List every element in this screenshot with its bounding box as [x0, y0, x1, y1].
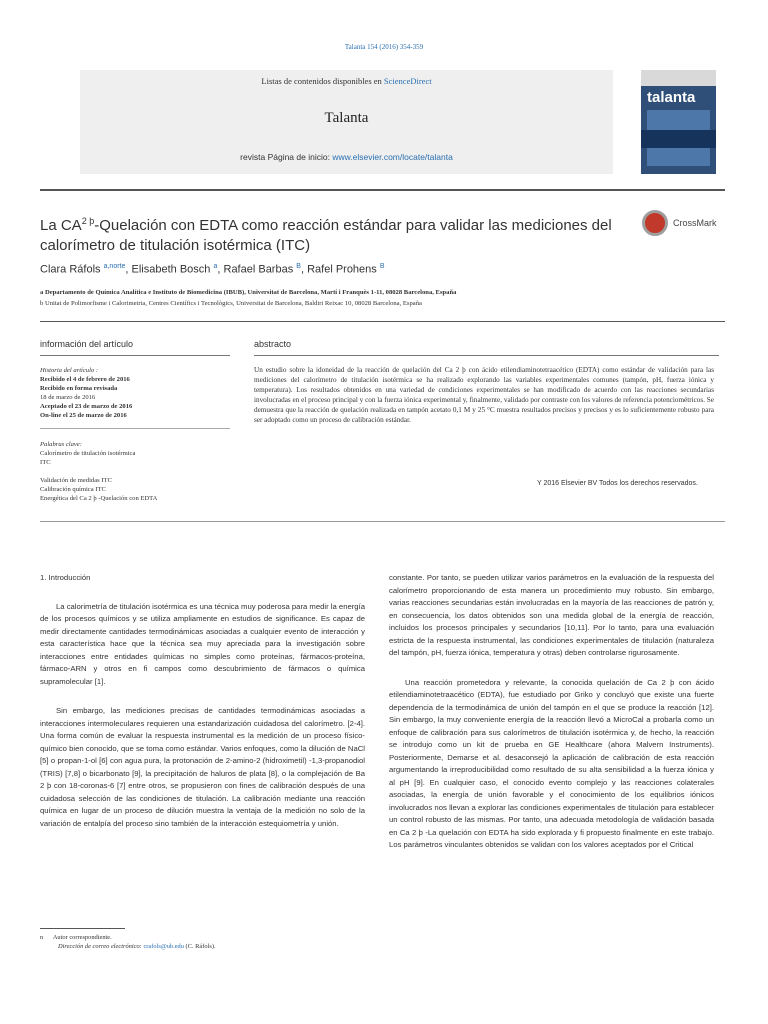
history-revised: Recibido en forma revisada — [40, 385, 118, 392]
masthead-box — [80, 70, 613, 174]
footnote — [40, 933, 370, 951]
intro-paragraph-3: constante. Por tanto, se pueden utilizar varios parámetros en la evaluación de la respuesta del calorímetro proporcionando de esta manera un procedimiento muy robusto. Sin embargo, varias reacciones secundarias están involucradas en la mayoría de las reacciones de patrón y, en consecuencia, los datos obtenidos son una medida global de la energía de reacción, incluidos los procesos principales y secundarios [10,11]. Por lo tanto, para una evaluación estricta de la respuesta instrumental, las condiciones experimentales de titulación (naturaleza del tampón, pH, fuerza iónica, temperatura y otras) deben controlarse rigurosamente. — [389, 573, 714, 657]
journal-cover-image — [641, 70, 716, 174]
contents-line — [80, 76, 613, 86]
keyword[interactable]: Calibración química ITC — [40, 486, 106, 493]
title-part-b: -Quelación con EDTA como reacción estándar para validar las mediciones del calorímetro de titulación isotérmica (ITC) — [40, 217, 612, 254]
affiliation-b: b Unitat de Polimorfisme i Calorimetria, Centres Científics i Tecnològics, Universitat de Barcelona, Baldiri Reixac 10, 08028 Barcelona, España — [40, 300, 422, 307]
email-label: Dirección de correo electrónico: — [58, 943, 142, 950]
email-link[interactable]: crafols@ub.edu — [143, 943, 184, 950]
history-accepted: Aceptado el 23 de marzo de 2016 — [40, 403, 133, 410]
cover-band — [641, 130, 716, 148]
abstract-text: Un estudio sobre la idoneidad de la reacción de quelación del Ca 2 þ con ácido etilendiaminotetraacético (EDTA) como estándar de validación para las mediciones del calorímetro de titulación isotérmica se ha realizado explorando las variables experimentales comunes (tampón, pH, fuerza iónica y temperatura). Los resultados obtenidos en una variedad de condiciones experimentales se han modificado de acuerdo con las reacciones secundarias involucradas en el proceso principal y con la fuerza iónica experimental y, finalmente, validado por contraste con los valores de referencia potenciométricos. Se demuestra que la reacción de quelación realizada en tampón acetato 0,1 M y 25 °C muestra resultados precisos y precisos y es lo suficientemente robusto para ser adoptado como un proceso de calibración estándar. — [254, 366, 714, 424]
keyword[interactable]: Calorímetro de titulación isotérmica — [40, 450, 136, 457]
intro-paragraph-4: Una reacción prometedora y relevante, la conocida quelación de Ca 2 þ con ácido etilendiaminotetraacético (EDTA), fue estudiado por Griko y concluyó que existe una fuerte dependencia de la termodinámica de unión del tampón en el que se produce la reacción [12]. Sin embargo, la muy conveniente energía de la reacción llevó a MicroCal a probarla como un enfoque de calibración para sus calorímetros de titulación isotérmica y, de hecho, la reacción se introdujo como un kit de prueba en GE Healthcare (ahora Malvern Instruments). Posteriormente, Demarse et al. desaconsejó la aplicación de calibración de esta reacción argumentando la irreproducibilidad como resultado de su alta sensibilidad a la fuerza iónica y al pH [9]. En cualquier caso, el conocido evento complejo y las reacciones colaterales asociadas, la energía de unión favorable y el conocimiento de los equilibrios iónicos involucrados nos llevan a explorar las condiciones experimentales de titulación para establecer un control robusto de las mismas. Por tanto, una adecuada metodología de validación basada en Ca 2 þ -La quelación con EDTA ha sido explorada y fi propuesto finalmente en este trabajo. Los parámetros vinculantes obtenidos se validan con los valores aceptados por el Critical — [389, 677, 714, 849]
right-column — [389, 572, 714, 869]
homepage-link[interactable]: www.elsevier.com/locate/talanta — [332, 152, 453, 162]
author-list: Clara Ráfols $^{a,norte}$, Elisabeth Bosch $^a$, Rafael Barbas $^B$, Rafel Prohens $^B$ — [40, 263, 385, 276]
affiliation-a: a Departamento de Química Analítica e Instituto de Biomedicina (IBUB), Universitat de Barcelona, Martí i Franquès 1-11, 08028 Barcelona, España — [40, 289, 457, 296]
sciencedirect-link[interactable]: ScienceDirect — [383, 76, 432, 86]
keyword[interactable]: Validación de medidas ITC — [40, 477, 112, 484]
keywords-block — [40, 440, 240, 503]
homepage-line — [80, 152, 613, 162]
header-rule — [40, 321, 725, 322]
keyword[interactable]: ITC — [40, 459, 51, 466]
footnote-rule — [40, 928, 125, 929]
keywords-label: Palabras clave: — [40, 441, 82, 448]
article-info-heading: información del artículo — [40, 339, 134, 349]
journal-citation[interactable]: Talanta 154 (2016) 354-359 — [344, 43, 424, 51]
intro-paragraph-1: La calorimetría de titulación isotérmica es una técnica muy poderosa para medir la energía de los procesos químicos y se utiliza ampliamente en estudios de significance. Es capaz de medir directamente cantidades termodinámicas asociadas a cualquier evento de interacción y esta característica hace que la técnica sea muy apreciada para la investigación sobre interacciones entre entidades químicas no simples como proteínas, fármacos-proteína, fármaco-ARN y otros en fi campos como descubrimiento de fármacos o química supramolecular [1]. — [40, 601, 365, 686]
footnote-author-text: Autor correspondiente. — [52, 934, 112, 941]
corresponding-author-note — [40, 933, 370, 942]
email-line — [40, 942, 370, 951]
crossmark-icon — [642, 210, 668, 236]
crossmark-label: CrossMark — [673, 218, 717, 228]
section-heading-introduction: 1. Introducción — [40, 573, 91, 582]
left-column — [40, 572, 365, 847]
author-affiliation-mark[interactable]: B — [379, 263, 385, 270]
author-name[interactable]: Rafel Prohens — [307, 263, 377, 276]
keyword[interactable]: Energética del Ca 2 þ -Quelación con EDTA — [40, 495, 158, 502]
history-label: Historia del artículo : — [40, 367, 99, 374]
contents-prefix: Listas de contenidos disponibles en — [261, 76, 382, 86]
info-divider — [40, 428, 230, 429]
journal-title: Talanta — [324, 110, 369, 126]
masthead-rule — [40, 189, 725, 191]
abstract-rule — [254, 355, 719, 356]
article-title — [40, 211, 620, 256]
footnote-marker: n — [40, 934, 44, 941]
crossmark-button[interactable] — [640, 210, 740, 240]
intro-paragraph-2: Sin embargo, las mediciones precisas de cantidades termodinámicas asociadas a interacciones intermoleculares requieren una estandarización cuidadosa del calorímetro. [2-4]. Una forma común de evaluar la respuesta instrumental es la medición de un proceso físico-químico bien conocido, que se toma como estándar. Varios enfoques, como la dilución de NaCl [5] o propan-1-ol [6] con agua pura, la protonación de 2-amino-2 (hidroximetil) -1,3-propanodiol (TRIS) [7,8] o bicarbonato [9], la precipitación de haluros de plata [8], o la complejación de Ba 2 þ con 18-coronas-6 [7] entre otros, se propusieron con fines de calibración después de una cuidadosa selección de las condiciones de titulación. La calibración mediante una reacción química en lugar de un proceso de dilución muestra la ventaja de la medición no solo de la variación de entalpía del proceso sino también de la interacción estequiometría y unión. — [40, 706, 365, 828]
abstract-bottom-rule — [40, 521, 725, 522]
author-affiliation-mark[interactable]: B — [296, 263, 301, 270]
history-received: Recibido el 4 de febrero de 2016 — [40, 376, 130, 383]
author-name[interactable]: Rafael Barbas — [223, 263, 294, 276]
article-history — [40, 366, 240, 420]
history-online: On-line el 25 de marzo de 2016 — [40, 412, 127, 419]
title-superscript: 2 þ — [81, 216, 95, 226]
abstract-heading: abstracto — [254, 339, 292, 349]
cover-header-strip — [641, 70, 716, 86]
cover-journal-name: talanta — [647, 89, 696, 106]
history-revised-date: 18 de marzo de 2016 — [40, 394, 96, 401]
title-part-a: La CA — [40, 217, 82, 234]
author-affiliation-mark[interactable]: a,norte — [103, 263, 126, 270]
author-name[interactable]: Clara Ráfols — [40, 263, 101, 276]
homepage-prefix: revista Página de inicio: — [240, 152, 330, 162]
email-suffix: (C. Ráfols). — [185, 943, 216, 950]
author-name[interactable]: Elisabeth Bosch — [131, 263, 211, 276]
author-affiliation-mark[interactable]: a — [213, 263, 218, 270]
copyright-notice: Y 2016 Elsevier BV Todos los derechos reservados. — [537, 480, 698, 487]
info-rule — [40, 355, 230, 356]
